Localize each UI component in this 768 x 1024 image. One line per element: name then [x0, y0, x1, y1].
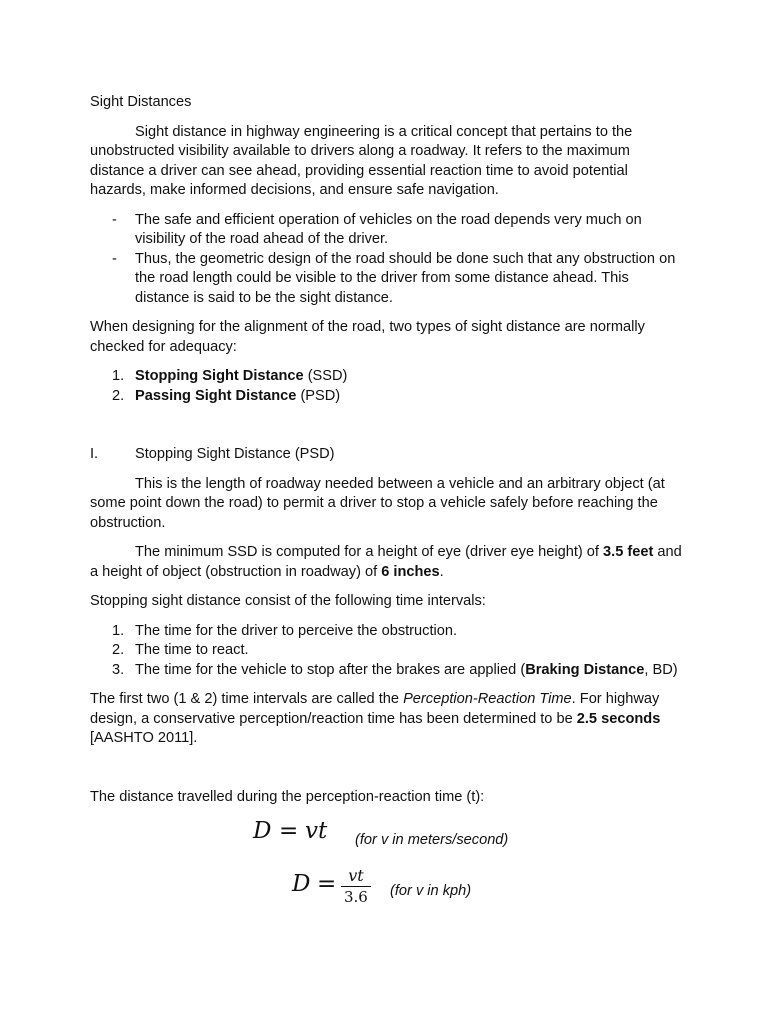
list-item [90, 211, 682, 250]
equation-equals: = [279, 818, 299, 844]
dash-marker: - [112, 250, 117, 267]
doc-title: Sight Distances [90, 94, 192, 110]
list-item [90, 641, 682, 661]
document-page [90, 93, 682, 917]
perception-reaction-paragraph [90, 690, 682, 749]
section-title: Stopping Sight Distance (PSD) [135, 446, 335, 462]
alignment-paragraph: When designing for the alignment of the road, two types of sight distance are normally checked for adequacy: [90, 319, 645, 355]
list-item [90, 622, 682, 642]
fraction-numerator: vt [341, 866, 371, 887]
type-abbrev: (SSD) [303, 368, 348, 384]
equation-note: (for v in kph) [390, 883, 472, 899]
min-ssd-paragraph [90, 543, 682, 582]
list-item [90, 387, 682, 407]
prt-term: Perception-Reaction Time [403, 691, 572, 707]
object-height-value: 6 inches [381, 563, 440, 580]
equation-fraction [341, 866, 371, 907]
text-run: [AASHTO 2011]. [90, 730, 198, 746]
text-run: . [439, 563, 444, 580]
equation-meters-per-second [90, 817, 682, 867]
list-item [90, 661, 682, 681]
bullet-text: Thus, the geometric design of the road should be done such that any obstruction on the road length could be visible to the driver from some distance ahead. This distance is said to be the sight distance. [135, 250, 676, 306]
intro-paragraph: Sight distance in highway engineering is a critical concept that pertains to the unobstructed visibility available to drivers along a roadway. It refers to the maximum distance a driver can see ahead, providing essential reaction time to avoid potential hazards, make informed decisions, and ensure safe navigation. [90, 123, 633, 198]
bullet-text: The safe and efficient operation of vehicles on the road depends very much on visibility of the road ahead of the driver. [135, 211, 642, 247]
interval-text: The time for the driver to perceive the obstruction. [135, 622, 458, 639]
list-number: 2. [112, 642, 125, 658]
intro-bullet-list [90, 211, 682, 309]
equation-note: (for v in meters/second) [355, 832, 509, 848]
eye-height-value: 3.5 feet [603, 544, 654, 560]
ssd-definition-paragraph: This is the length of roadway needed between a vehicle and an arbitrary object (at some point down the road) to permit a driver to stop a vehicle safely before reaching the obstruction. [90, 475, 665, 531]
equation-kph [90, 867, 682, 917]
equation-lhs: D [253, 818, 272, 844]
fraction-denominator: 3.6 [344, 888, 368, 906]
list-number: 1. [112, 622, 125, 639]
equation-lhs: D [292, 871, 311, 897]
interval-text: The time to react. [135, 642, 249, 658]
text-run: The minimum SSD is computed for a height of eye (driver eye height) of [135, 544, 604, 560]
text-run: . For highway design, a conservative perception/reaction time has been determined to be [90, 691, 660, 727]
list-number: 3. [112, 661, 125, 678]
text-run: and a height of object (obstruction in roadway) of [90, 544, 682, 580]
type-abbrev: (PSD) [296, 387, 341, 404]
interval-text: , BD) [644, 661, 678, 678]
list-number: 2. [112, 387, 125, 404]
list-item [90, 367, 682, 387]
equation-equals: = [317, 871, 337, 897]
section-heading [90, 445, 682, 465]
distance-travelled-paragraph: The distance travelled during the perception-reaction time (t): [90, 788, 485, 805]
list-number: 1. [112, 368, 125, 384]
interval-text: The time for the vehicle to stop after the brakes are applied ( [135, 661, 526, 678]
type-name: Passing Sight Distance [135, 387, 297, 404]
time-intervals-list [90, 622, 682, 681]
braking-distance-term: Braking Distance [525, 661, 645, 678]
equation-rhs: vt [305, 818, 328, 844]
text-run: The first two (1 & 2) time intervals are called the [90, 691, 404, 707]
dash-marker: - [112, 211, 117, 228]
type-name: Stopping Sight Distance [135, 368, 304, 384]
prt-value: 2.5 seconds [576, 710, 661, 727]
sight-distance-types-list [90, 367, 682, 406]
section-numeral: I. [90, 446, 99, 462]
intervals-intro-paragraph: Stopping sight distance consist of the following time intervals: [90, 593, 486, 609]
list-item [90, 250, 682, 309]
